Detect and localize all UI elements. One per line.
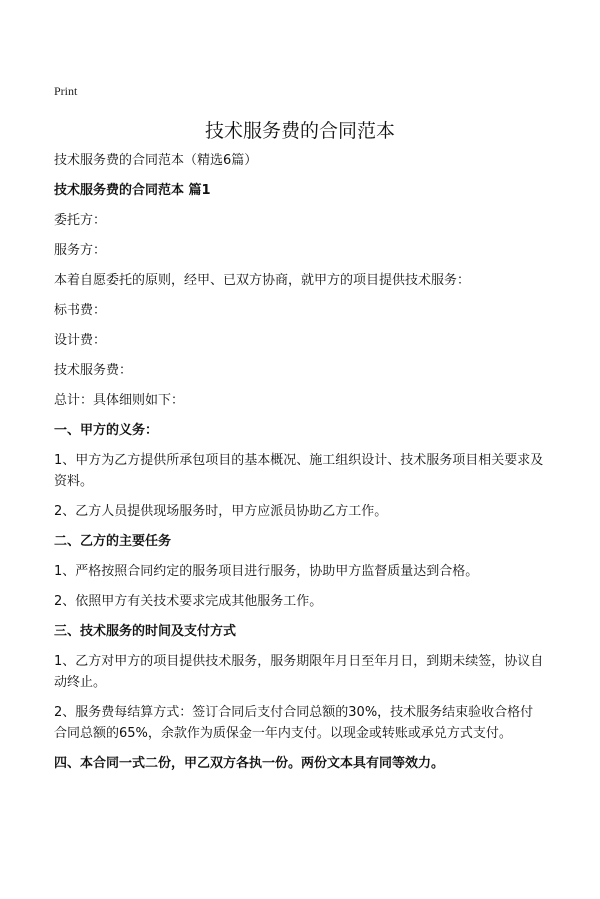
- provider-line: 服务方：: [54, 243, 107, 258]
- client-line: 委托方：: [54, 213, 107, 228]
- part2-item1: 1、严格按照合同约定的服务项目进行服务，协助甲方监督质量达到合格。: [54, 564, 479, 579]
- part3-item1: 1、乙方对甲方的项目提供技术服务，服务期限年月日至年月日，到期未续签，协议自动终止。: [54, 654, 544, 690]
- part2-heading: 二、乙方的主要任务: [54, 534, 172, 549]
- subtitle: 技术服务费的合同范本（精选6篇）: [54, 153, 258, 168]
- document-title: 技术服务费的合同范本: [204, 120, 395, 142]
- tech-service-fee-line: 技术服务费：: [54, 363, 133, 378]
- part3-heading: 三、技术服务的时间及支付方式: [54, 624, 237, 639]
- total-line: 总计：具体细则如下：: [54, 393, 185, 408]
- print-label: Print: [54, 84, 78, 98]
- section-heading: 技术服务费的合同范本 篇1: [54, 183, 211, 198]
- part2-item2: 2、依照甲方有关技术要求完成其他服务工作。: [54, 594, 323, 609]
- document-content: [54, 150, 546, 783]
- design-fee-line: 设计费：: [54, 333, 107, 348]
- part1-item1: 1、甲方为乙方提供所承包项目的基本概况、施工组织设计、技术服务项目相关要求及资料。: [54, 453, 544, 489]
- bid-fee-line: 标书费：: [54, 303, 107, 318]
- part1-heading: 一、甲方的义务：: [54, 423, 159, 438]
- part3-item2: 2、服务费每结算方式：签订合同后支付合同总额的30%，技术服务结束验收合格付合同总额的65%，余款作为质保金一年内支付。以现金或转账或承兑方式支付。: [54, 705, 534, 741]
- part4-heading: 四、本合同一式二份，甲乙双方各执一份。两份文本具有同等效力。: [54, 756, 445, 771]
- part1-item2: 2、乙方人员提供现场服务时，甲方应派员协助乙方工作。: [54, 504, 388, 519]
- intro-line: 本着自愿委托的原则，经甲、已双方协商，就甲方的项目提供技术服务：: [54, 273, 471, 288]
